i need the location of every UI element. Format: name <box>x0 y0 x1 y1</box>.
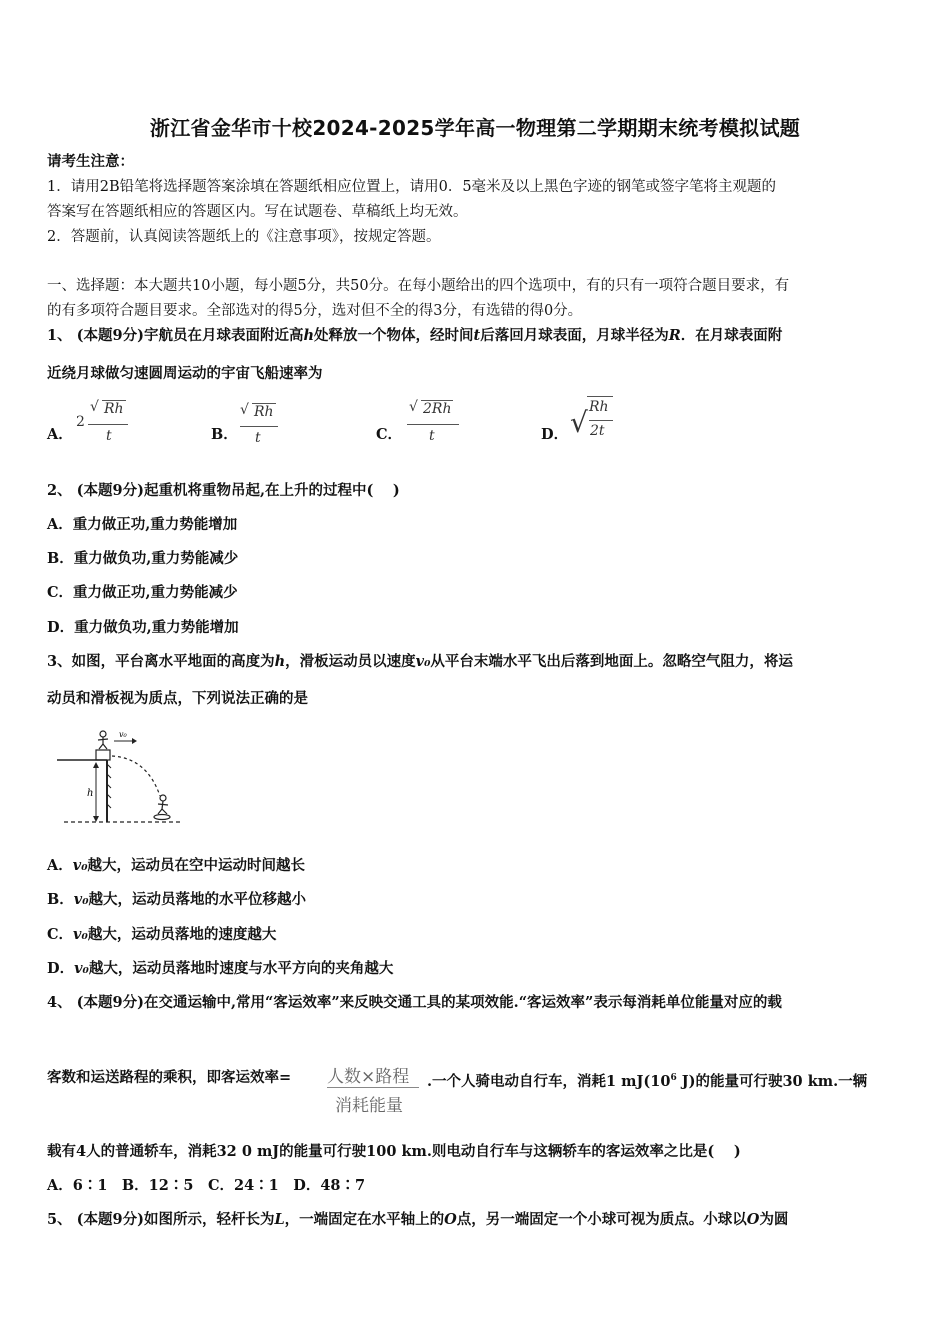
trajectory <box>112 756 160 796</box>
section-intro-1: 一、选择题：本大题共10小题，每小题5分，共50分。在每小题给出的四个选项中，有的只有一项符合题目要求，有 <box>47 278 790 294</box>
notice-heading: 请考生注意： <box>47 153 134 170</box>
q4-stem-line2a: 客数和运送路程的乘积，即客运效率= <box>47 1069 292 1086</box>
q1-option-a-label: A． <box>47 426 73 443</box>
notice-item-2: 2．答题前，认真阅读答题纸上的《注意事项》，按规定答题。 <box>47 229 441 245</box>
q3-option-c: C．v₀越大，运动员落地的速度越大 <box>47 926 277 943</box>
q3-skateboard-figure <box>52 726 187 828</box>
notice-item-1a: 1．请用2B铅笔将选择题答案涂填在答题纸相应位置上，请用0．5毫米及以上黑色字迹的钢笔或签字笔将主观题的 <box>47 179 777 195</box>
q4-stem-line2b: .一个人骑电动自行车，消耗1 $mJ(10^6$ J)的能量可行驶30 km.一辆 <box>427 1072 868 1090</box>
q1-stem-line2: 近绕月球做匀速圆周运动的宇宙飞船速率为 <box>47 365 323 382</box>
q3-option-a: A．v₀越大，运动员在空中运动时间越长 <box>47 857 306 874</box>
q1-option-b-formula: √ Rh t <box>240 402 290 452</box>
q4-stem-line3: 载有4人的普通轿车，消耗32 0 mJ的能量可行驶100 km.则电动自行车与这辆轿车的客运效率之比是( ) <box>47 1143 741 1160</box>
q3-stem-line1: 3、如图，平台离水平地面的高度为h，滑板运动员以速度v₀从平台末端水平飞出后落到地面上。忽略空气阻力，将运 <box>47 653 793 670</box>
q2-option-a: A．重力做正功,重力势能增加 <box>47 516 238 533</box>
q2-option-b: B．重力做负功,重力势能减少 <box>47 550 239 567</box>
q1-option-c-formula: √ 2Rh t <box>407 400 467 450</box>
q2-stem: 2、 (本题9分)起重机将重物吊起,在上升的过程中( ) <box>47 482 400 499</box>
q1-stem-line1: 1、 (本题9分)宇航员在月球表面附近高h处释放一个物体，经时间t后落回月球表面，月球半径为R．在月球表面附 <box>47 327 783 344</box>
height-label: h <box>87 788 94 799</box>
section-intro-2: 的有多项符合题目要求。全部选对的得5分，选对但不全的得3分，有选错的得0分。 <box>47 303 583 319</box>
platform-block <box>96 750 110 760</box>
q2-option-d: D．重力做负功,重力势能增加 <box>47 619 239 636</box>
q4-efficiency-formula: 人数×路程 消耗能量 <box>325 1062 421 1114</box>
q1-option-d-formula: √ Rh 2t <box>570 396 620 450</box>
q1-option-d-label: D． <box>541 426 569 443</box>
q3-stem-line2: 动员和滑板视为质点，下列说法正确的是 <box>47 690 308 707</box>
page-title: 浙江省金华市十校2024-2025学年高一物理第二学期期末统考模拟试题 <box>149 116 801 140</box>
q1-option-a-formula: 2 √ Rh t <box>76 400 136 450</box>
q3-option-b: B．v₀越大，运动员落地的水平位移越小 <box>47 891 307 908</box>
q4-options: A．6∶1 B．12∶5 C．24∶1 D．48∶7 <box>47 1177 366 1194</box>
notice-item-1b: 答案写在答题纸相应的答题区内。写在试题卷、草稿纸上均无效。 <box>47 204 468 220</box>
velocity-label: v₀ <box>119 730 127 739</box>
q1-option-c-label: C． <box>376 426 403 443</box>
q1-option-b-label: B． <box>211 426 238 443</box>
q2-option-c: C．重力做正功,重力势能减少 <box>47 584 238 601</box>
skater-land <box>160 795 166 801</box>
q4-stem-line1: 4、 (本题9分)在交通运输中,常用“客运效率”来反映交通工具的某项效能.“客运效率”表示每消耗单位能量对应的载 <box>47 994 782 1011</box>
q5-stem-line1: 5、 (本题9分)如图所示，轻杆长为L，一端固定在水平轴上的O点，另一端固定一个小球可视为质点。小球以O为圆 <box>47 1211 789 1228</box>
q3-option-d: D．v₀越大，运动员落地时速度与水平方向的夹角越大 <box>47 960 394 977</box>
skater-start <box>100 731 106 737</box>
